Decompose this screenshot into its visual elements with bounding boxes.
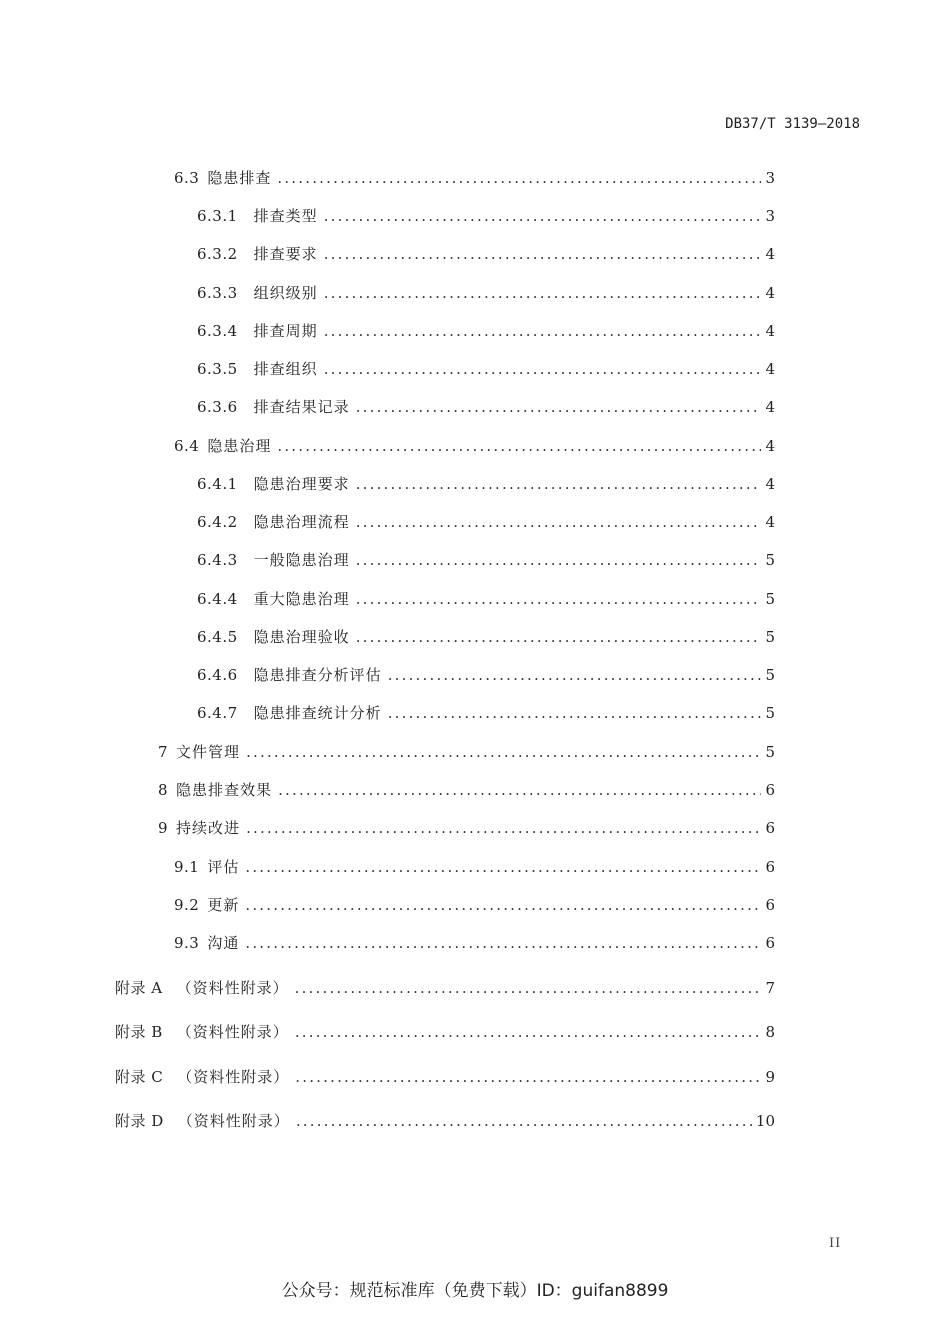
toc-entry-title: 排查要求 [253,245,318,263]
toc-entry[interactable] [174,857,775,877]
toc-dot-leader [324,283,762,303]
toc-entry-page: 5 [765,704,775,722]
toc-entry-number: 6.3.2 [197,245,238,263]
toc-dot-leader [245,933,761,953]
toc-entry-title: 评估 [207,858,240,876]
toc-dot-leader [245,857,761,877]
toc-entry-title: 隐患治理 [207,437,272,455]
toc-entry-number: 9.2 [174,896,200,914]
toc-entry-page: 4 [765,513,775,531]
toc-entry-number: 附录 C [115,1068,164,1086]
toc-entry[interactable] [197,550,775,570]
toc-entry-page: 6 [765,819,775,837]
page-number: II [829,1236,842,1251]
toc-entry-page: 4 [765,245,775,263]
toc-dot-leader [356,397,762,417]
toc-entry[interactable] [158,780,775,800]
toc-entry-title: 排查组织 [253,360,318,378]
toc-entry-number: 7 [158,743,169,761]
toc-dot-leader [356,474,762,494]
toc-entry-page: 3 [765,207,775,225]
toc-entry-page: 5 [765,743,775,761]
toc-entry[interactable] [197,665,775,685]
toc-entry-page: 6 [765,896,775,914]
toc-entry-title: 一般隐患治理 [253,551,350,569]
toc-entry-page: 9 [765,1068,775,1086]
toc-entry-number: 6.3.1 [197,207,238,225]
toc-entry-page: 5 [765,666,775,684]
toc-entry[interactable] [115,1022,775,1042]
toc-entry[interactable] [174,436,775,456]
toc-entry-number: 6.4.2 [197,513,238,531]
toc-entry-number: 6.3 [174,169,200,187]
standard-code: DB37/T 3139—2018 [725,116,860,132]
toc-entry-page: 7 [765,979,775,997]
toc-dot-leader [246,818,761,838]
toc-entry-title: 隐患治理流程 [253,513,350,531]
toc-entry-number: 6.4.6 [197,666,238,684]
toc-entry-number: 6.4.1 [197,475,238,493]
toc-entry-number: 6.4.5 [197,628,238,646]
toc-dot-leader [356,550,762,570]
toc-entry-number: 附录 D [115,1112,164,1130]
toc-entry[interactable] [197,244,775,264]
toc-entry-number: 附录 B [115,1023,163,1041]
toc-entry-page: 4 [765,398,775,416]
toc-entry[interactable] [115,1067,775,1087]
toc-dot-leader [295,1022,762,1042]
toc-entry-title: （资料性附录） [176,979,289,997]
toc-dot-leader [356,589,762,609]
toc-entry[interactable] [197,589,775,609]
toc-entry[interactable] [197,359,775,379]
toc-entry-title: 沟通 [207,934,240,952]
toc-entry-page: 4 [765,475,775,493]
toc-entry-title: 重大隐患治理 [253,590,350,608]
toc-entry-title: 隐患排查分析评估 [253,666,382,684]
toc-entry-title: （资料性附录） [176,1023,289,1041]
toc-dot-leader [388,665,762,685]
toc-entry[interactable] [197,206,775,226]
toc-entry-number: 8 [158,781,169,799]
footer-note: 公众号：规范标准库（免费下载）ID：guifan8899 [281,1281,669,1301]
toc-entry-number: 6.4.7 [197,704,238,722]
toc-entry-title: 文件管理 [176,743,241,761]
toc-entry[interactable] [174,933,775,953]
toc-entry[interactable] [197,397,775,417]
toc-entry-title: 持续改进 [176,819,241,837]
toc-entry-number: 6.3.4 [197,322,238,340]
toc-entry-number: 6.3.6 [197,398,238,416]
toc-entry-page: 4 [765,284,775,302]
toc-entry-page: 3 [765,169,775,187]
toc-entry[interactable] [197,703,775,723]
toc-entry-number: 6.4 [174,437,200,455]
toc-dot-leader [356,512,762,532]
toc-entry-title: （资料性附录） [177,1068,290,1086]
toc-entry-number: 9.1 [174,858,200,876]
toc-entry-title: （资料性附录） [177,1112,290,1130]
toc-dot-leader [356,627,762,647]
toc-entry-title: 排查类型 [253,207,318,225]
toc-dot-leader [324,359,762,379]
toc-entry-title: 组织级别 [253,284,318,302]
toc-dot-leader [277,436,761,456]
toc-dot-leader [296,1111,752,1131]
toc-dot-leader [295,978,762,998]
toc-entry[interactable] [174,895,775,915]
toc-entry-number: 6.4.3 [197,551,238,569]
toc-entry-title: 隐患排查效果 [176,781,273,799]
toc-entry-page: 4 [765,437,775,455]
toc-dot-leader [324,244,762,264]
toc-entry-title: 排查结果记录 [253,398,350,416]
toc-entry-title: 排查周期 [253,322,318,340]
toc-entry-title: 隐患治理要求 [253,475,350,493]
toc-entry[interactable] [197,474,775,494]
toc-entry-page: 10 [755,1112,775,1130]
toc-dot-leader [278,780,761,800]
toc-entry-page: 6 [765,781,775,799]
toc-entry[interactable] [115,978,775,998]
toc-dot-leader [388,703,762,723]
toc-entry[interactable] [197,627,775,647]
toc-dot-leader [245,895,761,915]
toc-entry-page: 4 [765,360,775,378]
toc-entry[interactable] [197,512,775,532]
toc-entry-number: 9 [158,819,169,837]
toc-entry[interactable] [197,283,775,303]
toc-entry-title: 更新 [207,896,240,914]
toc-entry-title: 隐患排查 [207,169,272,187]
toc-entry-title: 隐患排查统计分析 [253,704,382,722]
toc-dot-leader [277,168,761,188]
toc-entry[interactable] [115,1111,775,1131]
toc-entry-title: 隐患治理验收 [253,628,350,646]
toc-entry-number: 附录 A [115,979,163,997]
toc-entry[interactable] [158,742,775,762]
toc-entry-number: 6.4.4 [197,590,238,608]
toc-entry[interactable] [158,818,775,838]
toc-entry-page: 5 [765,590,775,608]
toc-entry-page: 6 [765,858,775,876]
toc-dot-leader [324,321,762,341]
toc-entry-page: 5 [765,551,775,569]
toc-entry[interactable] [174,168,775,188]
toc-entry-page: 6 [765,934,775,952]
toc-entry-page: 8 [765,1023,775,1041]
toc-entry-number: 6.3.5 [197,360,238,378]
toc-dot-leader [324,206,762,226]
toc-entry-number: 6.3.3 [197,284,238,302]
toc-entry-number: 9.3 [174,934,200,952]
toc-dot-leader [295,1067,761,1087]
toc-entry[interactable] [197,321,775,341]
toc-entry-page: 5 [765,628,775,646]
toc-dot-leader [246,742,761,762]
toc-entry-page: 4 [765,322,775,340]
